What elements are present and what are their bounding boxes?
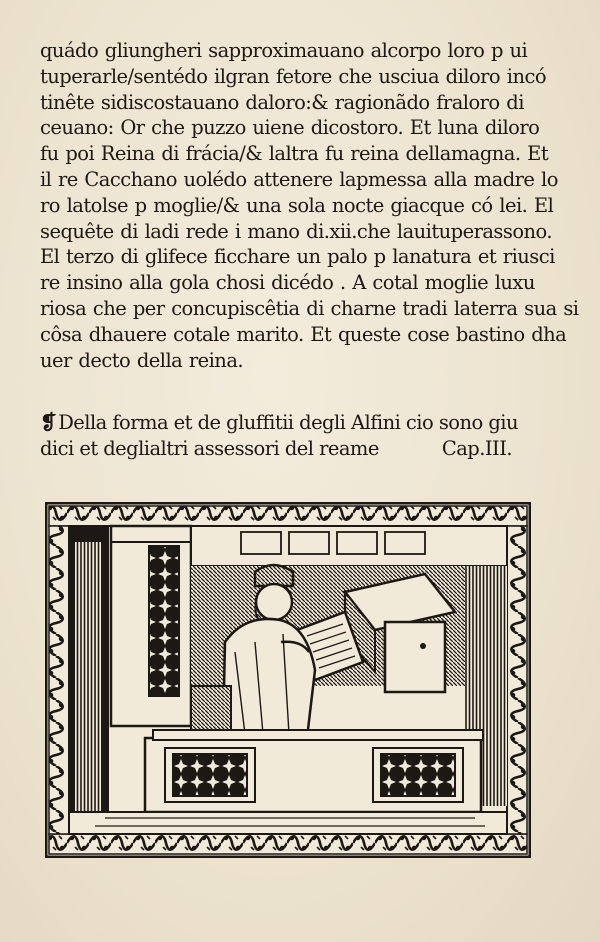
chapter-number: Cap.III. [441,436,512,460]
text-line: tinête sidiscostauano daloro:& ragionãdo fraloro di [40,90,524,114]
chapter-heading [40,410,530,461]
heading-line-2 [40,436,530,462]
text-line: ro latolse p moglie/& una sola nocte giacque có lei. El [40,193,554,217]
heading-line-1 [40,410,530,436]
heading-text-2: dici et deglialtri assessori del reame [40,436,379,460]
body-text [40,38,579,373]
text-line: El terzo di glifece ficchare un palo p lanatura et riusci [40,245,555,269]
text-line: sequête di ladi rede i mano di.xii.che lauituperassono. [40,219,553,243]
text-line: tuperarle/sentédo ilgran fetore che usciua diloro incó [40,64,547,88]
text-line: ceuano: Or che puzzo uiene dicostoro. Et luna diloro [40,116,540,140]
text-line: uer decto della reina. [40,348,244,372]
heading-text-1: Della forma et de gluffitii degli Alfini cio sono giu [58,411,518,434]
scholar-at-desk-woodcut [45,502,531,858]
text-line: côsa dhauere cotale marito. Et queste cose bastino dha [40,322,567,346]
text-line: fu poi Reina di frácia/& laltra fu reina dellamagna. Et [40,142,549,166]
text-line: il re Cacchano uolédo attenere lapmessa alla madre lo [40,167,558,191]
pilcrow-icon: ❡ [40,410,57,434]
text-line: re insino alla gola chosi dicédo . A cotal moglie luxu [40,271,535,295]
woodcut-illustration [45,502,531,858]
text-line: quádo gliungheri sapproximauano alcorpo loro p ui [40,39,528,62]
text-line: riosa che per concupiscêtia di charne tradi laterra sua si [40,296,579,320]
